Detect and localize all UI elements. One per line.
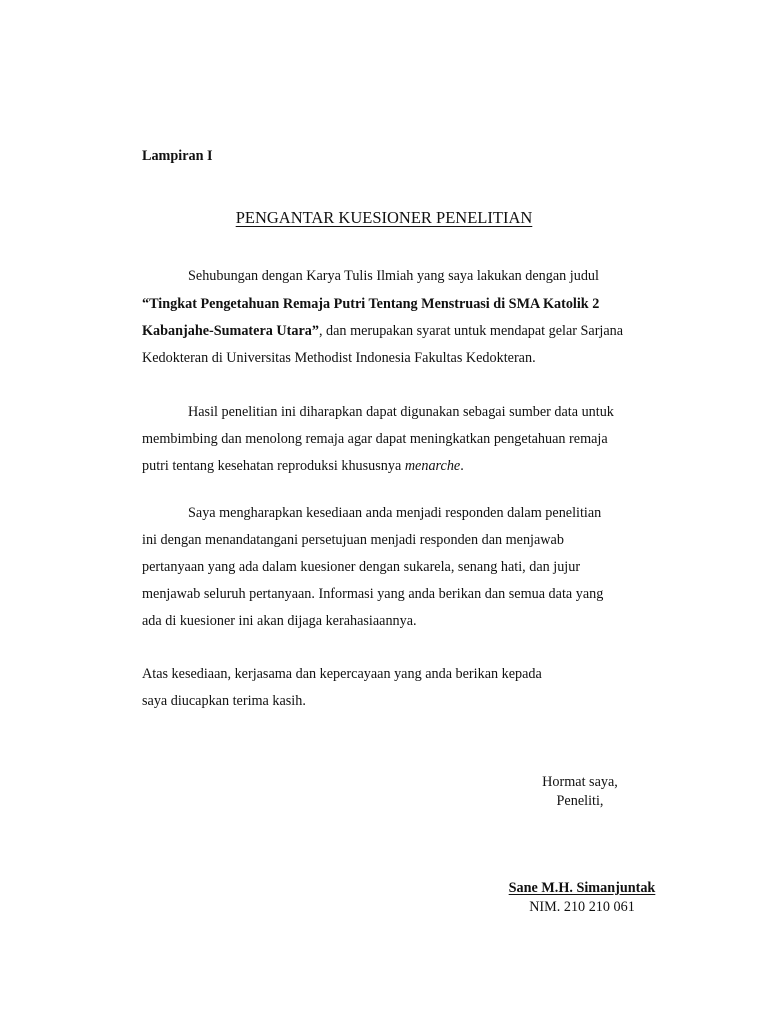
paragraph-line: Saya mengharapkan kesediaan anda menjadi responden dalam penelitian xyxy=(188,505,602,521)
paragraph-line xyxy=(142,458,464,474)
study-title-line: “Tingkat Pengetahuan Remaja Putri Tentang Menstruasi di SMA Katolik 2 xyxy=(142,296,600,312)
italic-term: menarche xyxy=(404,458,461,474)
paragraph-line: Hasil penelitian ini diharapkan dapat digunakan sebagai sumber data untuk xyxy=(188,404,614,420)
paragraph-text: . xyxy=(460,458,464,474)
paragraph-line xyxy=(142,323,623,339)
paragraph-line: ini dengan menandatangani persetujuan menjadi responden dan menjawab xyxy=(142,532,564,548)
paragraph-line: Kedokteran di Universitas Methodist Indonesia Fakultas Kedokteran. xyxy=(142,350,536,366)
signature-role: Peneliti, xyxy=(556,793,604,809)
signature-name: Sane M.H. Simanjuntak xyxy=(508,880,656,896)
signature-name-wrap xyxy=(462,880,702,896)
paragraph-line: membimbing dan menolong remaja agar dapat meningkatkan pengetahuan remaja xyxy=(142,431,608,447)
paragraph-line: pertanyaan yang ada dalam kuesioner dengan sukarela, senang hati, dan jujur xyxy=(142,559,581,575)
paragraph-line: menjawab seluruh pertanyaan. Informasi yang anda berikan dan semua data yang xyxy=(142,586,604,602)
document-title: PENGANTAR KUESIONER PENELITIAN xyxy=(235,208,533,227)
paragraph-text: putri tentang kesehatan reproduksi khususnya xyxy=(142,458,405,474)
study-title-end: Kabanjahe-Sumatera Utara” xyxy=(142,323,319,339)
appendix-label: Lampiran I xyxy=(142,148,213,164)
paragraph-line: Atas kesediaan, kerjasama dan kepercayaan yang anda berikan kepada xyxy=(142,666,542,682)
paragraph-text: , dan merupakan syarat untuk mendapat gelar Sarjana xyxy=(318,323,624,339)
paragraph-line: Sehubungan dengan Karya Tulis Ilmiah yang saya lakukan dengan judul xyxy=(188,268,599,284)
paragraph-line: ada di kuesioner ini akan dijaga kerahasiaannya. xyxy=(142,613,417,629)
paragraph-line: saya diucapkan terima kasih. xyxy=(142,693,306,709)
signature-nim: NIM. 210 210 061 xyxy=(529,899,635,915)
signature-closing: Hormat saya, xyxy=(542,774,618,790)
